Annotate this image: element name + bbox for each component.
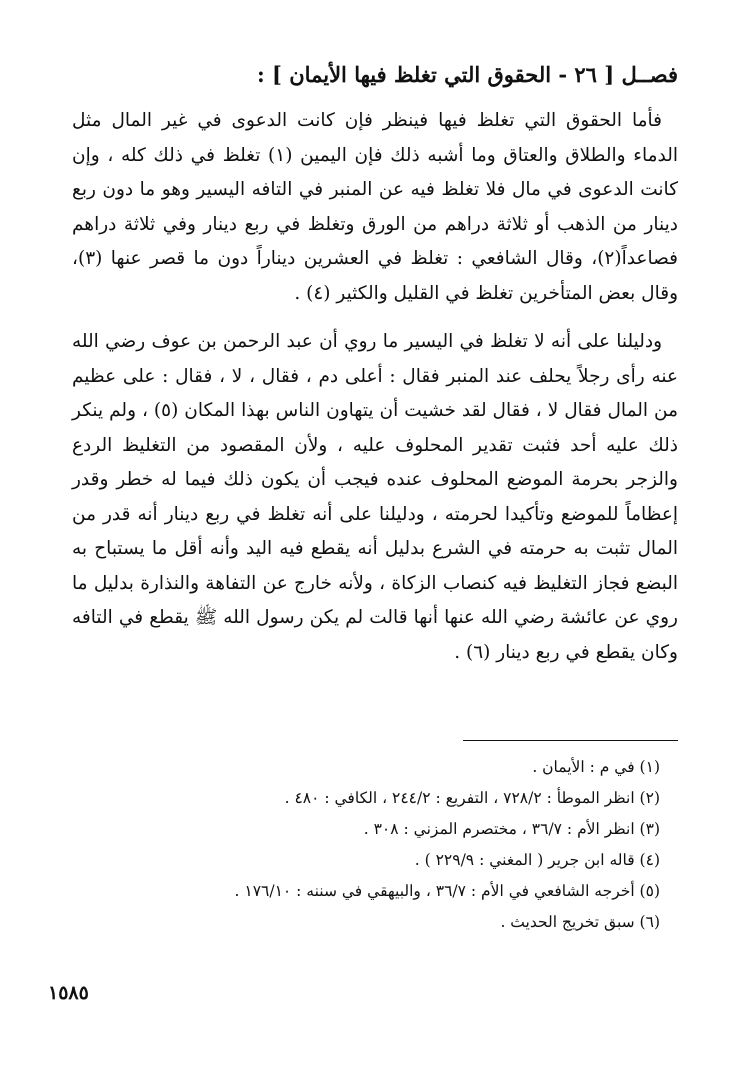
footnote-6: (٦) سبق تخريج الحديث .: [500, 913, 660, 931]
footnotes-list: [72, 752, 660, 938]
footnote-divider: [463, 740, 678, 741]
footnote-3: (٣) انظر الأم : ٣٦/٧ ، مختصرم المزني : ٣٠٨ .: [363, 820, 660, 838]
paragraph-2: ودليلنا على أنه لا تغلظ في اليسير ما روي أن عبد الرحمن بن عوف رضي الله عنه رأى رجلاً يحلف عند المنبر فقال : أعلى دم ، فقال ، لا ، فقال : على عظيم من المال فقال لا ، فقال لقد خشيت أن يتهاون الناس بهذا المكان (٥) ، ولم ينكر ذلك عليه أحد فثبت تقدير المحلوف عليه ، ولأن المقصود من التغليظ الردع والزجر بحرمة الموضع المحلوف عنده فيجب أن يكون ذلك فيما له خطر وقدر إعظاماً للموضع وتأكيدا لحرمته ، ودليلنا على أنه تغلظ في ربع دينار أنه قدر من المال تثبت به حرمته في الشرع بدليل أنه يقطع فيه اليد وأنه أقل ما يستباح به البضع فجاز التغليظ فيه كنصاب الزكاة ، ولأنه خارج عن التفاهة والنذارة بدليل ما روي عن عائشة رضي الله عنها أنها قالت لم يكن رسول الله ﷺ يقطع في التافه وكان يقطع في ربع دينار (٦) .: [72, 331, 678, 663]
footnote-4: (٤) قاله ابن جرير ( المغني : ٢٢٩/٩ ) .: [414, 851, 660, 869]
section-heading: فصــل [ ٢٦ - الحقوق التي تغلظ فيها الأيمان ] :: [256, 62, 678, 87]
body-text: [72, 104, 678, 670]
footnote-1: (١) في م : الأيمان .: [532, 758, 660, 776]
page-number: ١٥٨٥: [48, 982, 89, 1004]
footnote-2: (٢) انظر الموطأ : ٧٢٨/٢ ، التفريع : ٢٤٤/٢ ، الكافي : ٤٨٠ .: [284, 789, 660, 807]
paragraph-1: فأما الحقوق التي تغلظ فيها فينظر فإن كانت الدعوى في غير المال مثل الدماء والطلاق والعتاق وما أشبه ذلك فإن اليمين (١) تغلظ في ذلك كله ، وإن كانت الدعوى في مال فلا تغلظ فيه عن المنبر في التافه اليسير وهو ما دون ربع دينار من الذهب أو ثلاثة دراهم من الورق وتغلظ في ربع دينار وفي ثلاثة دراهم فصاعداً(٢)، وقال الشافعي : تغلظ في العشرين ديناراً دون ما قصر عنها (٣)، وقال بعض المتأخرين تغلظ في القليل والكثير (٤) .: [72, 110, 678, 304]
footnote-5: (٥) أخرجه الشافعي في الأم : ٣٦/٧ ، والبيهقي في سننه : ١٧٦/١٠ .: [234, 882, 660, 900]
